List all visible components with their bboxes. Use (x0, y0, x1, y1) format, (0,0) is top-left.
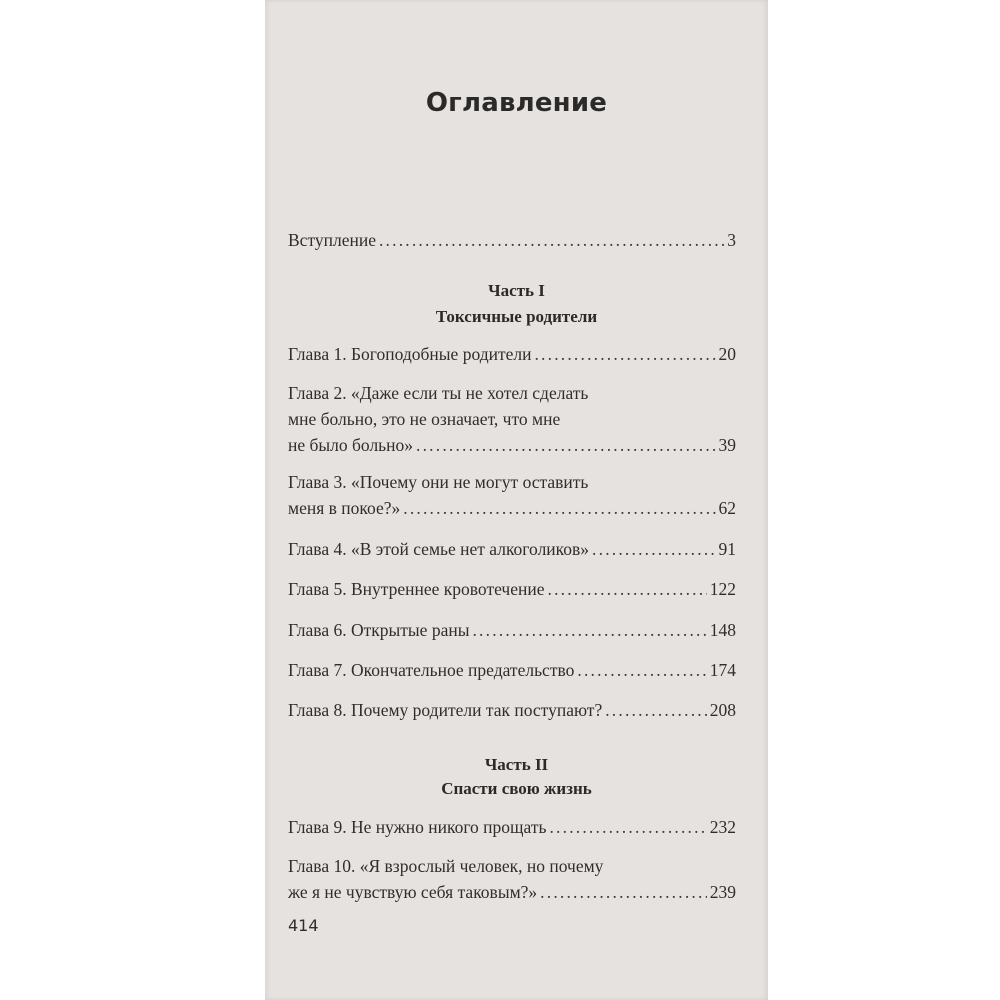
entry-page-number: 91 (718, 539, 736, 559)
dot-leader (592, 536, 715, 562)
part-1-number: Часть I (488, 281, 545, 300)
toc-entry-chapter-3 (288, 469, 736, 521)
toc-entry-chapter-10 (288, 853, 736, 905)
toc-entry-chapter-5 (288, 576, 736, 602)
entry-title-line: Глава 3. «Почему они не могут оставить (288, 472, 589, 492)
part-2-number: Часть II (484, 755, 549, 774)
toc-entry-chapter-4 (288, 536, 736, 562)
toc-entry-intro (288, 227, 736, 253)
entry-title: Глава 6. Открытые раны (288, 620, 470, 640)
toc-entry-chapter-9 (288, 814, 736, 840)
dot-leader (577, 657, 706, 683)
entry-title-line: мне больно, это не означает, что мне (288, 409, 561, 429)
entry-title: Глава 5. Внутреннее кровотечение (288, 579, 545, 599)
dot-leader (403, 495, 715, 521)
entry-page-number: 208 (709, 700, 736, 720)
entry-title: Глава 8. Почему родители так поступают? (288, 700, 603, 720)
entry-title-line: Глава 2. «Даже если ты не хотел сделать (288, 383, 589, 403)
entry-title: Глава 1. Богоподобные родители (288, 344, 532, 364)
entry-page-number: 239 (709, 882, 736, 902)
entry-page-number: 148 (709, 620, 736, 640)
book-page (265, 0, 768, 1000)
part-2-title: Спасти свою жизнь (441, 779, 592, 798)
dot-leader (605, 697, 707, 723)
toc-entry-chapter-1 (288, 341, 736, 367)
toc-heading: Оглавление (425, 88, 608, 118)
entry-title-line: меня в покое?» (288, 498, 401, 518)
entry-title-line: не было больно» (288, 435, 414, 455)
toc-entry-chapter-7 (288, 657, 736, 683)
entry-page-number: 122 (709, 579, 736, 599)
entry-page-number: 20 (718, 344, 736, 364)
entry-page-number: 174 (709, 660, 736, 680)
entry-title-line: Глава 10. «Я взрослый человек, но почему (288, 856, 604, 876)
entry-page-number: 62 (718, 498, 736, 518)
dot-leader (540, 879, 707, 905)
entry-title: Глава 4. «В этой семье нет алкоголиков» (288, 539, 590, 559)
page-number: 414 (288, 916, 319, 935)
dot-leader (534, 341, 715, 367)
part-1-title: Токсичные родители (435, 307, 598, 326)
entry-page-number: 39 (718, 435, 736, 455)
entry-page-number: 3 (727, 230, 736, 250)
entry-title: Глава 9. Не нужно никого прощать (288, 817, 547, 837)
entry-title: Вступление (288, 230, 376, 250)
toc-entry-chapter-8 (288, 697, 736, 723)
entry-page-number: 232 (709, 817, 736, 837)
dot-leader (548, 576, 707, 602)
entry-title-line: же я не чувствую себя таковым?» (288, 882, 538, 902)
toc-entry-chapter-2 (288, 380, 736, 458)
dot-leader (379, 227, 724, 253)
toc-entry-chapter-6 (288, 617, 736, 643)
entry-title: Глава 7. Окончательное предательство (288, 660, 575, 680)
dot-leader (472, 617, 706, 643)
dot-leader (416, 432, 715, 458)
dot-leader (549, 814, 706, 840)
